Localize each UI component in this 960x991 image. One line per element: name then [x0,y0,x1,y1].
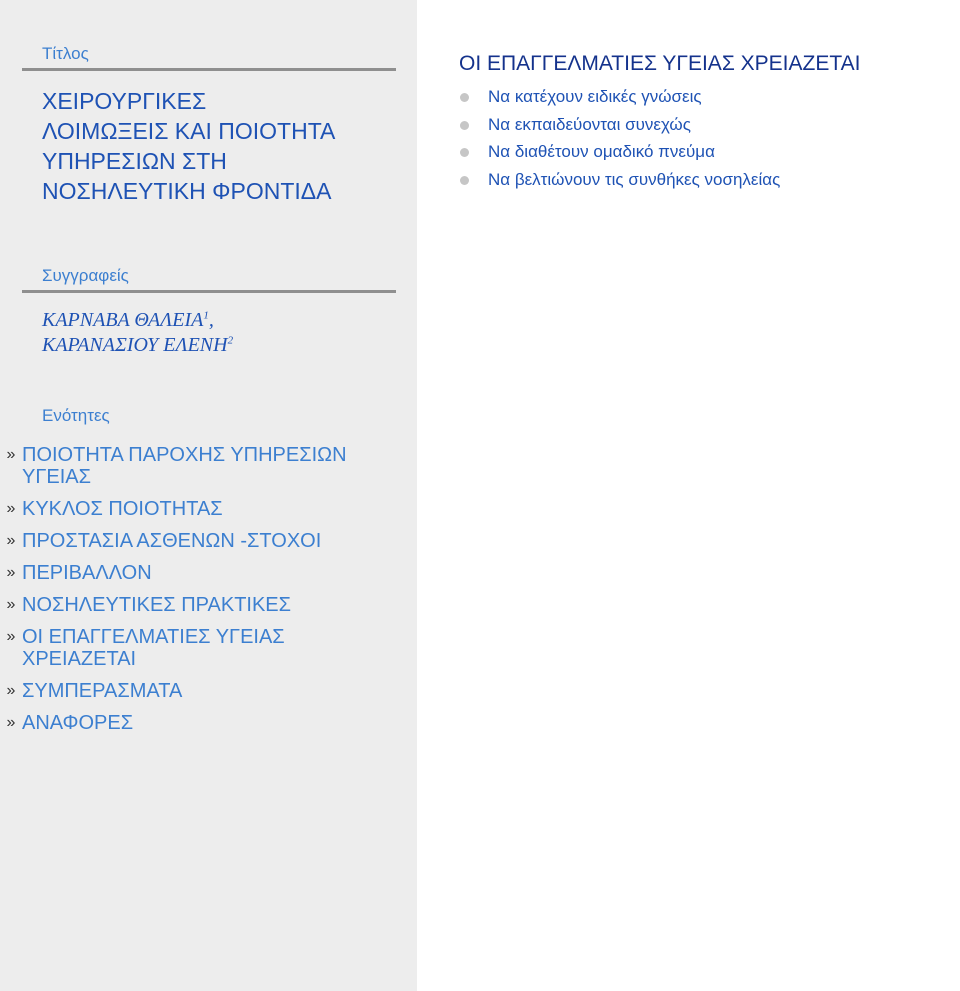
section-link-quality-cycle[interactable]: ΚΥΚΛΟΣ ΠΟΙΟΤΗΤΑΣ [22,498,223,520]
section-nav-item [0,444,396,488]
title-label: Τίτλος [42,44,89,63]
section-link-nursing-practices[interactable]: ΝΟΣΗΛΕΥΤΙΚΕΣ ΠΡΑΚΤΙΚΕΣ [22,594,292,616]
chevron-right-icon: » [6,564,16,581]
title-line: ΥΠΗΡΕΣΙΩΝ ΣΤΗ [42,148,227,174]
sections-label: Ενότητες [42,406,110,425]
section-heading: ΟΙ ΕΠΑΓΓΕΛΜΑΤΙΕΣ ΥΓΕΙΑΣ ΧΡΕΙΑΖΕΤΑΙ [459,52,861,75]
title-divider [22,68,396,71]
sections-section [6,402,396,734]
chevron-right-icon: » [6,532,16,549]
chevron-right-icon: » [6,682,16,699]
section-nav-item [0,712,396,734]
bullet-item [459,140,780,168]
section-link-environment[interactable]: ΠΕΡΙΒΑΛΛΟΝ [22,562,152,584]
section-nav-item [0,530,396,552]
bullet-item [459,168,780,196]
author-entry [42,308,396,333]
bullet-item [459,113,780,141]
section-nav-item [0,680,396,702]
author-name: ΚΑΡΑΝΑΣΙΟΥ ΕΛΕΝΗ [42,334,228,356]
bullet-item [459,85,780,113]
bullet-list [459,85,780,195]
bullet-dot-icon [460,148,469,157]
section-link-patient-protection[interactable]: ΠΡΟΣΤΑΣΙΑ ΑΣΘΕΝΩΝ -ΣΤΟΧΟΙ [22,530,322,552]
author-entry [42,333,396,358]
section-link-references[interactable]: ΑΝΑΦΟΡΕΣ [22,712,134,734]
chevron-right-icon: » [6,628,16,645]
bullet-text: Να εκπαιδεύονται συνεχώς [488,114,691,134]
chevron-right-icon: » [6,446,16,463]
section-nav-item [0,626,396,670]
bullet-text: Να βελτιώνουν τις συνθήκες νοσηλείας [488,169,781,189]
title-section [22,40,396,204]
section-nav-item [0,594,396,616]
section-link-quality-of-services[interactable]: ΠΟΙΟΤΗΤΑ ΠΑΡΟΧΗΣ ΥΠΗΡΕΣΙΩΝ ΥΓΕΙΑΣ [22,444,347,488]
authors-section [22,262,396,356]
author-affiliation-mark: 2 [227,334,234,347]
bullet-dot-icon [460,176,469,185]
authors-list [42,308,396,358]
section-nav-item [0,498,396,520]
document-title [42,86,396,206]
title-line: ΧΕΙΡΟΥΡΓΙΚΕΣ [42,88,207,114]
title-line: ΛΟΙΜΩΞΕΙΣ ΚΑΙ ΠΟΙΟΤΗΤΑ [42,118,336,144]
title-line: ΝΟΣΗΛΕΥΤΙΚΗ ΦΡΟΝΤΙΔΑ [42,178,332,204]
author-affiliation-mark: 1 [203,309,209,322]
bullet-dot-icon [460,93,469,102]
sections-nav [0,444,396,744]
bullet-dot-icon [460,121,469,130]
chevron-right-icon: » [6,596,16,613]
chevron-right-icon: » [6,714,16,731]
section-link-health-professionals[interactable]: ΟΙ ΕΠΑΓΓΕΛΜΑΤΙΕΣ ΥΓΕΙΑΣ ΧΡΕΙΑΖΕΤΑΙ [22,626,285,670]
authors-divider [22,290,396,293]
author-separator: , [208,309,214,331]
bullet-text: Να διαθέτουν ομαδικό πνεύμα [488,142,715,161]
authors-label: Συγγραφείς [42,266,129,285]
section-nav-item [0,562,396,584]
bullet-text: Να κατέχουν ειδικές γνώσεις [488,87,702,106]
author-name: ΚΑΡΝΑΒΑ ΘΑΛΕΙΑ [42,309,204,331]
section-link-conclusions[interactable]: ΣΥΜΠΕΡΑΣΜΑΤΑ [22,680,183,702]
chevron-right-icon: » [6,500,16,517]
main-content [417,0,960,991]
sidebar [0,0,417,991]
